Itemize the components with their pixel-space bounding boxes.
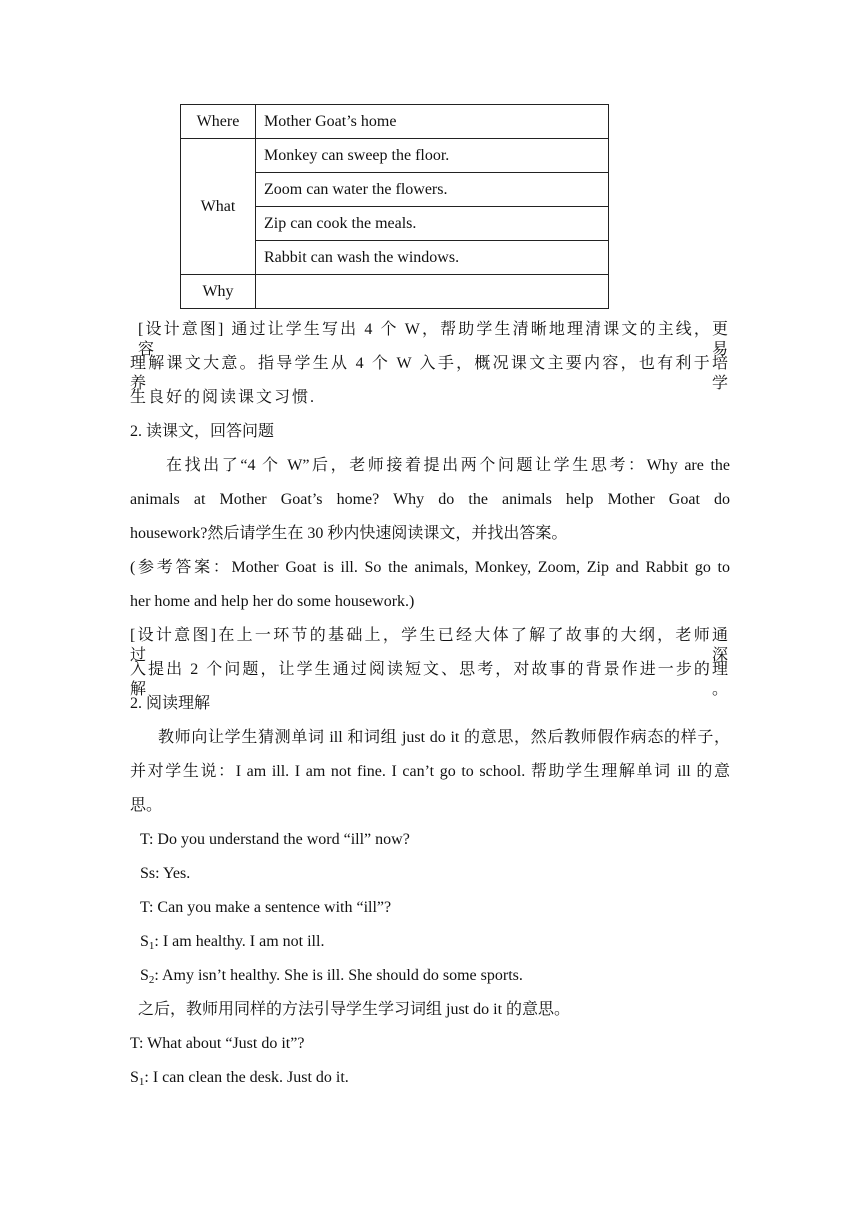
speaker-number: 1 [138, 1076, 145, 1088]
paragraph-line: 在找出了“4 个 W”后，老师接着提出两个问题让学生思考：Why are the [166, 457, 730, 474]
utterance: : I am healthy. I am not ill. [154, 933, 325, 950]
dialogue-line [130, 1034, 304, 1054]
what-item: Monkey can sweep the floor. [256, 139, 609, 173]
paragraph-line: 思。 [130, 797, 163, 814]
design-intent-line: 理解课文大意。指导学生从 4 个 W 入手，概况课文主要内容，也有利于培养学 [130, 355, 730, 392]
what-label: What [181, 139, 256, 275]
section-heading: 2. 阅读理解 [130, 695, 211, 712]
dialogue-line [140, 830, 410, 850]
speaker: Ss [140, 865, 156, 882]
utterance: : Yes. [155, 865, 191, 882]
utterance: : What about “Just do it”? [138, 1035, 305, 1052]
why-label: Why [181, 275, 256, 309]
reference-answer-line: (参考答案：Mother Goat is ill. So the animals, Monkey, Zoom, Zip and Rabbit go to [130, 559, 730, 576]
dialogue-line [140, 864, 190, 884]
utterance: : Can you make a sentence with “ill”? [148, 899, 392, 916]
what-item: Zip can cook the meals. [256, 207, 609, 241]
where-label: Where [181, 105, 256, 139]
speaker: S [140, 933, 149, 950]
speaker: T [130, 1035, 139, 1052]
reference-answer-line: her home and help her do some housework.) [130, 593, 415, 610]
design-intent-line: 入提出 2 个问题，让学生通过阅读短文、思考，对故事的背景作进一步的理解。 [130, 661, 730, 698]
utterance: : Amy isn’t healthy. She is ill. She should do some sports. [154, 967, 523, 984]
table-row [181, 105, 609, 139]
table-row [181, 139, 609, 173]
dialogue-line [140, 932, 324, 952]
design-intent-line: 生良好的阅读课文习惯. [130, 389, 317, 406]
what-item: Rabbit can wash the windows. [256, 241, 609, 275]
paragraph-line: 教师向让学生猜测单词 ill 和词组 just do it 的意思，然后教师假作病态的样子， [158, 729, 730, 746]
dialogue-line [140, 966, 523, 986]
design-intent-line: [设计意图] 通过让学生写出 4 个 W，帮助学生清晰地理清课文的主线，更容易 [138, 321, 730, 358]
utterance: : I can clean the desk. Just do it. [144, 1069, 349, 1086]
speaker: T [140, 831, 149, 848]
four-w-table [180, 104, 609, 309]
utterance: : Do you understand the word “ill” now? [148, 831, 410, 848]
dialogue-line [140, 898, 391, 918]
table-row [181, 275, 609, 309]
what-item: Zoom can water the flowers. [256, 173, 609, 207]
speaker-number: 2 [148, 974, 155, 986]
section-heading: 2. 读课文，回答问题 [130, 423, 275, 440]
speaker-number: 1 [148, 940, 155, 952]
design-intent-line: [设计意图]在上一环节的基础上，学生已经大体了解了故事的大纲，老师通过深 [130, 627, 730, 664]
speaker: S [130, 1069, 139, 1086]
paragraph-line: animals at Mother Goat’s home? Why do the animals help Mother Goat do [130, 491, 730, 508]
speaker: T [140, 899, 149, 916]
dialogue-line [130, 1068, 349, 1088]
paragraph-line: 之后，教师用同样的方法引导学生学习词组 just do it 的意思。 [138, 1001, 571, 1018]
paragraph-line: housework?然后请学生在 30 秒内快速阅读课文，并找出答案。 [130, 525, 568, 542]
speaker: S [140, 967, 149, 984]
where-value: Mother Goat’s home [256, 105, 609, 139]
why-value [256, 275, 609, 309]
paragraph-line: 并对学生说：I am ill. I am not fine. I can’t go to school. 帮助学生理解单词 ill 的意 [130, 763, 730, 780]
